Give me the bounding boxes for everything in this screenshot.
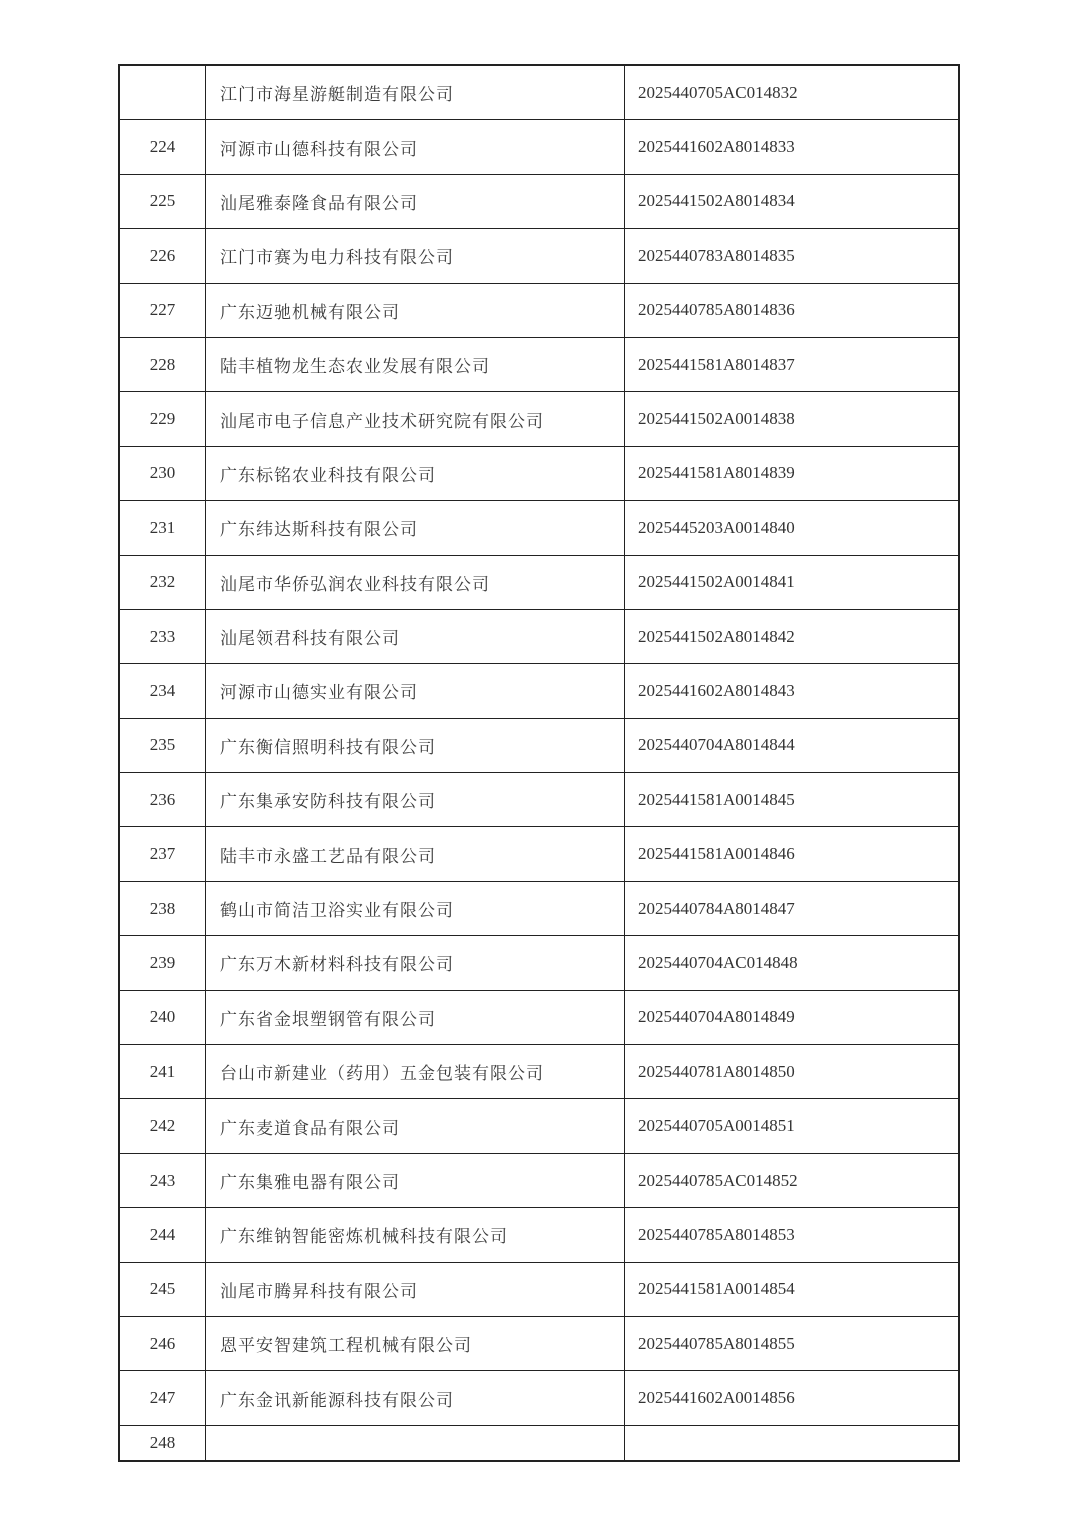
company-name: 台山市新建业（药用）五金包装有限公司 <box>206 1045 625 1098</box>
registration-code: 2025441602A8014833 <box>638 137 795 157</box>
table-row <box>120 284 958 338</box>
table-row <box>120 229 958 283</box>
row-number <box>120 66 206 119</box>
registration-code: 2025440704A8014844 <box>638 735 795 755</box>
company-name: 广东迈驰机械有限公司 <box>206 284 625 337</box>
registration-code: 2025440784A8014847 <box>638 898 795 918</box>
registration-code: 2025441502A8014842 <box>638 626 795 646</box>
row-number: 225 <box>120 175 206 228</box>
row-number: 231 <box>120 501 206 554</box>
table-row <box>120 1371 958 1425</box>
table-row <box>120 175 958 229</box>
registration-code: 2025440705A0014851 <box>638 1116 795 1136</box>
table-row <box>120 1154 958 1208</box>
row-number: 238 <box>120 882 206 935</box>
company-name: 江门市海星游艇制造有限公司 <box>206 66 625 119</box>
table-row <box>120 610 958 664</box>
table-row <box>120 991 958 1045</box>
company-name: 汕尾领君科技有限公司 <box>206 610 625 663</box>
company-name: 广东省金垠塑钢管有限公司 <box>206 991 625 1044</box>
company-name: 广东金讯新能源科技有限公司 <box>206 1371 625 1424</box>
table-row <box>120 773 958 827</box>
row-number: 235 <box>120 719 206 772</box>
company-name: 汕尾市华侨弘润农业科技有限公司 <box>206 556 625 609</box>
company-name: 广东维钠智能密炼机械科技有限公司 <box>206 1208 625 1261</box>
company-name: 汕尾市腾昇科技有限公司 <box>206 1263 625 1316</box>
registration-code: 2025440704A8014849 <box>638 1007 795 1027</box>
table-row <box>120 501 958 555</box>
registration-code: 2025441502A0014838 <box>638 409 795 429</box>
registration-code <box>625 1426 958 1460</box>
registration-code: 2025440785A8014855 <box>638 1333 795 1353</box>
registration-code: 2025441602A8014843 <box>638 680 795 700</box>
company-name: 广东万木新材料科技有限公司 <box>206 936 625 989</box>
row-number: 237 <box>120 827 206 880</box>
table-row <box>120 447 958 501</box>
company-name: 陆丰植物龙生态农业发展有限公司 <box>206 338 625 391</box>
row-number: 239 <box>120 936 206 989</box>
company-name <box>206 1426 625 1460</box>
company-name: 恩平安智建筑工程机械有限公司 <box>206 1317 625 1370</box>
table-row <box>120 936 958 990</box>
table-row <box>120 1099 958 1153</box>
company-name: 广东标铭农业科技有限公司 <box>206 447 625 500</box>
table-row <box>120 66 958 120</box>
row-number: 232 <box>120 556 206 609</box>
row-number: 236 <box>120 773 206 826</box>
registration-code: 2025441581A8014837 <box>638 354 795 374</box>
row-number: 230 <box>120 447 206 500</box>
table-row <box>120 719 958 773</box>
table-row <box>120 1263 958 1317</box>
row-number: 243 <box>120 1154 206 1207</box>
registration-code: 2025445203A0014840 <box>638 517 795 537</box>
registration-code: 2025440785A8014836 <box>638 300 795 320</box>
company-name: 广东麦道食品有限公司 <box>206 1099 625 1152</box>
row-number: 245 <box>120 1263 206 1316</box>
row-number: 227 <box>120 284 206 337</box>
registration-code: 2025440781A8014850 <box>638 1061 795 1081</box>
row-number: 240 <box>120 991 206 1044</box>
company-name: 广东集雅电器有限公司 <box>206 1154 625 1207</box>
registration-code: 2025441602A0014856 <box>638 1388 795 1408</box>
company-name: 河源市山德科技有限公司 <box>206 120 625 173</box>
company-name: 广东纬达斯科技有限公司 <box>206 501 625 554</box>
row-number: 244 <box>120 1208 206 1261</box>
row-number: 233 <box>120 610 206 663</box>
registration-code: 2025441581A0014846 <box>638 844 795 864</box>
row-number: 224 <box>120 120 206 173</box>
row-number: 241 <box>120 1045 206 1098</box>
row-number: 242 <box>120 1099 206 1152</box>
row-number: 247 <box>120 1371 206 1424</box>
registration-code: 2025441581A0014854 <box>638 1279 795 1299</box>
company-name: 河源市山德实业有限公司 <box>206 664 625 717</box>
registration-code: 2025440705AC014832 <box>638 82 798 102</box>
row-number: 246 <box>120 1317 206 1370</box>
table-row <box>120 1045 958 1099</box>
table-row <box>120 882 958 936</box>
registration-code: 2025440704AC014848 <box>638 952 798 972</box>
company-name: 广东衡信照明科技有限公司 <box>206 719 625 772</box>
table-row <box>120 392 958 446</box>
table-row <box>120 120 958 174</box>
company-name: 汕尾市电子信息产业技术研究院有限公司 <box>206 392 625 445</box>
company-name: 江门市赛为电力科技有限公司 <box>206 229 625 282</box>
registration-code: 2025441502A0014841 <box>638 572 795 592</box>
registration-code: 2025440783A8014835 <box>638 245 795 265</box>
table-row <box>120 556 958 610</box>
registration-code: 2025441581A0014845 <box>638 789 795 809</box>
row-number: 228 <box>120 338 206 391</box>
table-row <box>120 664 958 718</box>
table-row <box>120 1208 958 1262</box>
company-table <box>118 64 960 1462</box>
company-name: 鹤山市简洁卫浴实业有限公司 <box>206 882 625 935</box>
row-number: 248 <box>120 1426 206 1460</box>
company-name: 汕尾雅泰隆食品有限公司 <box>206 175 625 228</box>
table-row <box>120 338 958 392</box>
row-number: 229 <box>120 392 206 445</box>
registration-code: 2025440785AC014852 <box>638 1170 798 1190</box>
company-name: 陆丰市永盛工艺品有限公司 <box>206 827 625 880</box>
table-row <box>120 827 958 881</box>
registration-code: 2025440785A8014853 <box>638 1224 795 1244</box>
row-number: 234 <box>120 664 206 717</box>
registration-code: 2025441581A8014839 <box>638 463 795 483</box>
table-row <box>120 1426 958 1462</box>
registration-code: 2025441502A8014834 <box>638 191 795 211</box>
table-row <box>120 1317 958 1371</box>
company-name: 广东集承安防科技有限公司 <box>206 773 625 826</box>
row-number: 226 <box>120 229 206 282</box>
